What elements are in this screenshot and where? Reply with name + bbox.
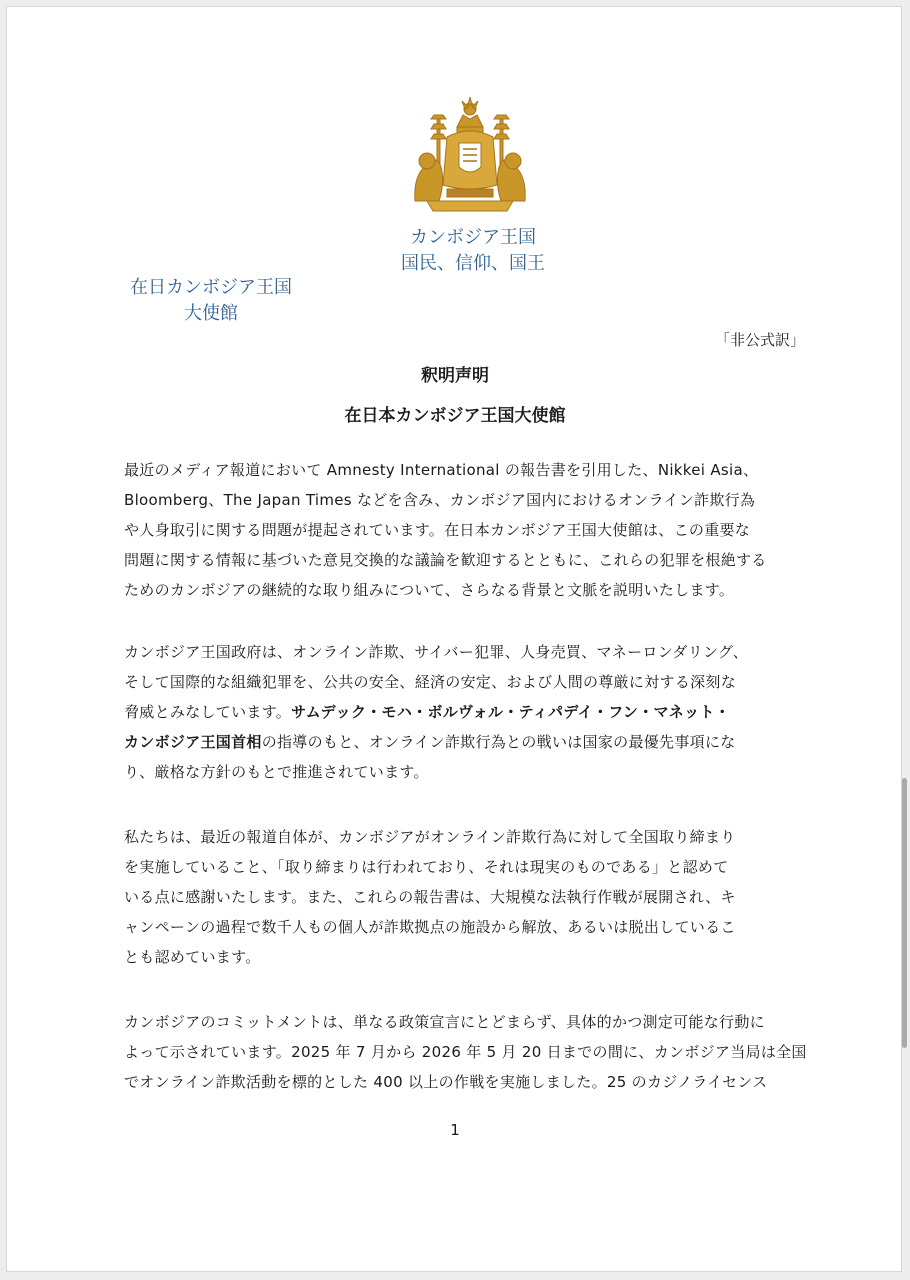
paragraph-line: カンボジアのコミットメントは、単なる政策宣言にとどまらず、具体的かつ測定可能な行動に xyxy=(124,1013,765,1031)
paragraph-line: そして国際的な組織犯罪を、公共の安全、経済の安定、および人間の尊厳に対する深刻な xyxy=(124,673,737,691)
paragraph-1 xyxy=(124,455,814,605)
paragraph-line: り、厳格な方針のもとで推進されています。 xyxy=(124,763,429,781)
paragraph-line: Bloomberg、The Japan Times などを含み、カンボジア国内におけるオンライン詐欺行為 xyxy=(124,491,756,509)
paragraph-line: でオンライン詐欺活動を標的とした 400 以上の作戦を実施しました。25 のカジノライセンス xyxy=(124,1073,768,1091)
paragraph-line: 最近のメディア報道において Amnesty International の報告書を引用した、Nikkei Asia、 xyxy=(124,461,759,479)
paragraph-text: の指導のもと、オンライン詐欺行為との戦いは国家の最優先事項にな xyxy=(261,733,736,751)
page-number: 1 xyxy=(450,1121,460,1139)
paragraph-2 xyxy=(124,637,814,787)
document-page xyxy=(6,6,902,1272)
paragraph-line: ためのカンボジアの継続的な取り組みについて、さらなる背景と文脈を説明いたします。 xyxy=(124,581,735,599)
vertical-scrollbar[interactable] xyxy=(902,778,907,1048)
embassy-name-block xyxy=(113,275,309,327)
statement-issuer: 在日本カンボジア王国大使館 xyxy=(344,406,566,426)
royal-arms-of-cambodia-icon xyxy=(407,97,533,215)
kingdom-name: カンボジア王国 xyxy=(410,227,536,248)
paragraph-line xyxy=(124,727,814,757)
paragraph-4 xyxy=(124,1007,814,1097)
prime-minister-name: サムデック・モハ・ボルヴォル・ティパデイ・フン・マネット・ xyxy=(291,703,731,721)
embassy-name-line1: 在日カンボジア王国 xyxy=(130,277,292,298)
paragraph-line: 私たちは、最近の報道自体が、カンボジアがオンライン詐欺行為に対して全国取り締まり xyxy=(124,828,736,846)
paragraph-line: 問題に関する情報に基づいた意見交換的な議論を歓迎するとともに、これらの犯罪を根絶する xyxy=(124,551,767,569)
prime-minister-title: カンボジア王国首相 xyxy=(124,733,262,751)
statement-title: 釈明声明 xyxy=(421,366,489,386)
kingdom-name-block xyxy=(383,225,563,277)
paragraph-text: 脅威とみなしています。 xyxy=(124,703,292,721)
paragraph-line: ャンペーンの過程で数千人もの個人が詐欺拠点の施設から解放、あるいは脱出しているこ xyxy=(124,918,736,936)
paragraph-line: を実施していること、「取り締まりは行われており、それは現実のものである」と認めて xyxy=(124,858,729,876)
paragraph-line: よって示されています。2025 年 7 月から 2026 年 5 月 20 日までの間に、カンボジア当局は全国 xyxy=(124,1043,807,1061)
paragraph-line: や人身取引に関する問題が提起されています。在日本カンボジア王国大使館は、この重要な xyxy=(124,521,751,539)
paragraph-line xyxy=(124,697,814,727)
paragraph-line: いる点に感謝いたします。また、これらの報告書は、大規模な法執行作戦が展開され、キ xyxy=(124,888,736,906)
paragraph-line: とも認めています。 xyxy=(124,948,261,966)
paragraph-3 xyxy=(124,822,814,972)
unofficial-translation-note: 「非公式訳」 xyxy=(714,331,805,349)
national-motto: 国民、信仰、国王 xyxy=(401,253,545,274)
embassy-name-line2: 大使館 xyxy=(184,303,238,324)
paragraph-line: カンボジア王国政府は、オンライン詐欺、サイバー犯罪、人身売買、マネーロンダリング、 xyxy=(124,643,749,661)
